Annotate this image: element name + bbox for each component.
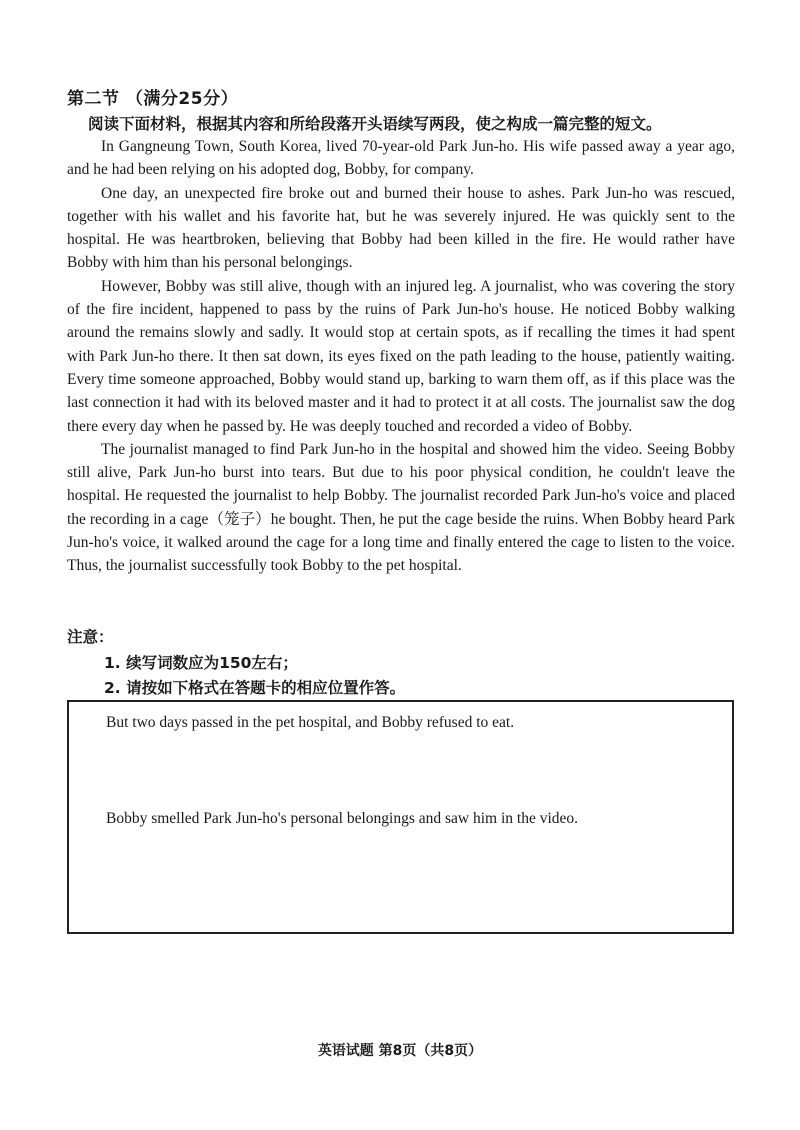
- note-item-word-count: 1. 续写词数应为150左右；: [104, 654, 298, 672]
- passage-paragraph: The journalist managed to find Park Jun-ho in the hospital and showed him the video. Seeing Bobby still alive, Park Jun-ho burst into tears. But due to his poor physical condition, he couldn't leave the hospital. He requested the journalist to help Bobby. The journalist recorded Park Jun-ho's voice and placed the recording in a cage（笼子）he bought. Then, he put the cage beside the ruins. When Bobby heard Park Jun-ho's voice, it walked around the cage for a long time and finally entered the cage to listen to the voice. Thus, the journalist successfully took Bobby to the pet hospital.: [67, 440, 735, 575]
- section-instruction: 阅读下面材料，根据其内容和所给段落开头语续写两段，使之构成一篇完整的短文。: [88, 115, 662, 133]
- page-footer: 英语试题 第8页（共8页）: [317, 1043, 483, 1059]
- note-item-format: 2. 请按如下格式在答题卡的相应位置作答。: [104, 679, 406, 697]
- passage-paragraph: In Gangneung Town, South Korea, lived 70-year-old Park Jun-ho. His wife passed away a year ago, and he had been relying on his adopted dog, Bobby, for company.: [67, 138, 735, 179]
- section-title: 第二节 （满分25分）: [67, 89, 239, 109]
- passage-paragraph: One day, an unexpected fire broke out and burned their house to ashes. Park Jun-ho was rescued, together with his wallet and his favorite hat, but he was severely injured. He was quickly sent to the hospital. He was heartbroken, believing that Bobby had been killed in the fire. He would rather have Bobby with him than his personal belongings.: [67, 184, 735, 272]
- answer-box: [67, 700, 734, 934]
- reading-passage: [67, 135, 735, 578]
- paragraph-1-opening: But two days passed in the pet hospital, and Bobby refused to eat.: [106, 714, 515, 731]
- passage-paragraph: However, Bobby was still alive, though with an injured leg. A journalist, who was covering the story of the fire incident, happened to pass by the ruins of Park Jun-ho's house. He noticed Bobby walking around the remains slowly and sadly. It would stop at certain spots, as if recalling the times it had spent with Park Jun-ho there. It then sat down, its eyes fixed on the path leading to the house, patiently waiting. Every time someone approached, Bobby would stand up, barking to warn them off, as if this place was the last connection it had with its beloved master and it had to protect it at all costs. The journalist saw the dog there every day when he passed by. He was deeply touched and recorded a video of Bobby.: [67, 277, 735, 435]
- paragraph-2-opening: Bobby smelled Park Jun-ho's personal belongings and saw him in the video.: [106, 810, 579, 827]
- notes-label: 注意：: [67, 628, 114, 646]
